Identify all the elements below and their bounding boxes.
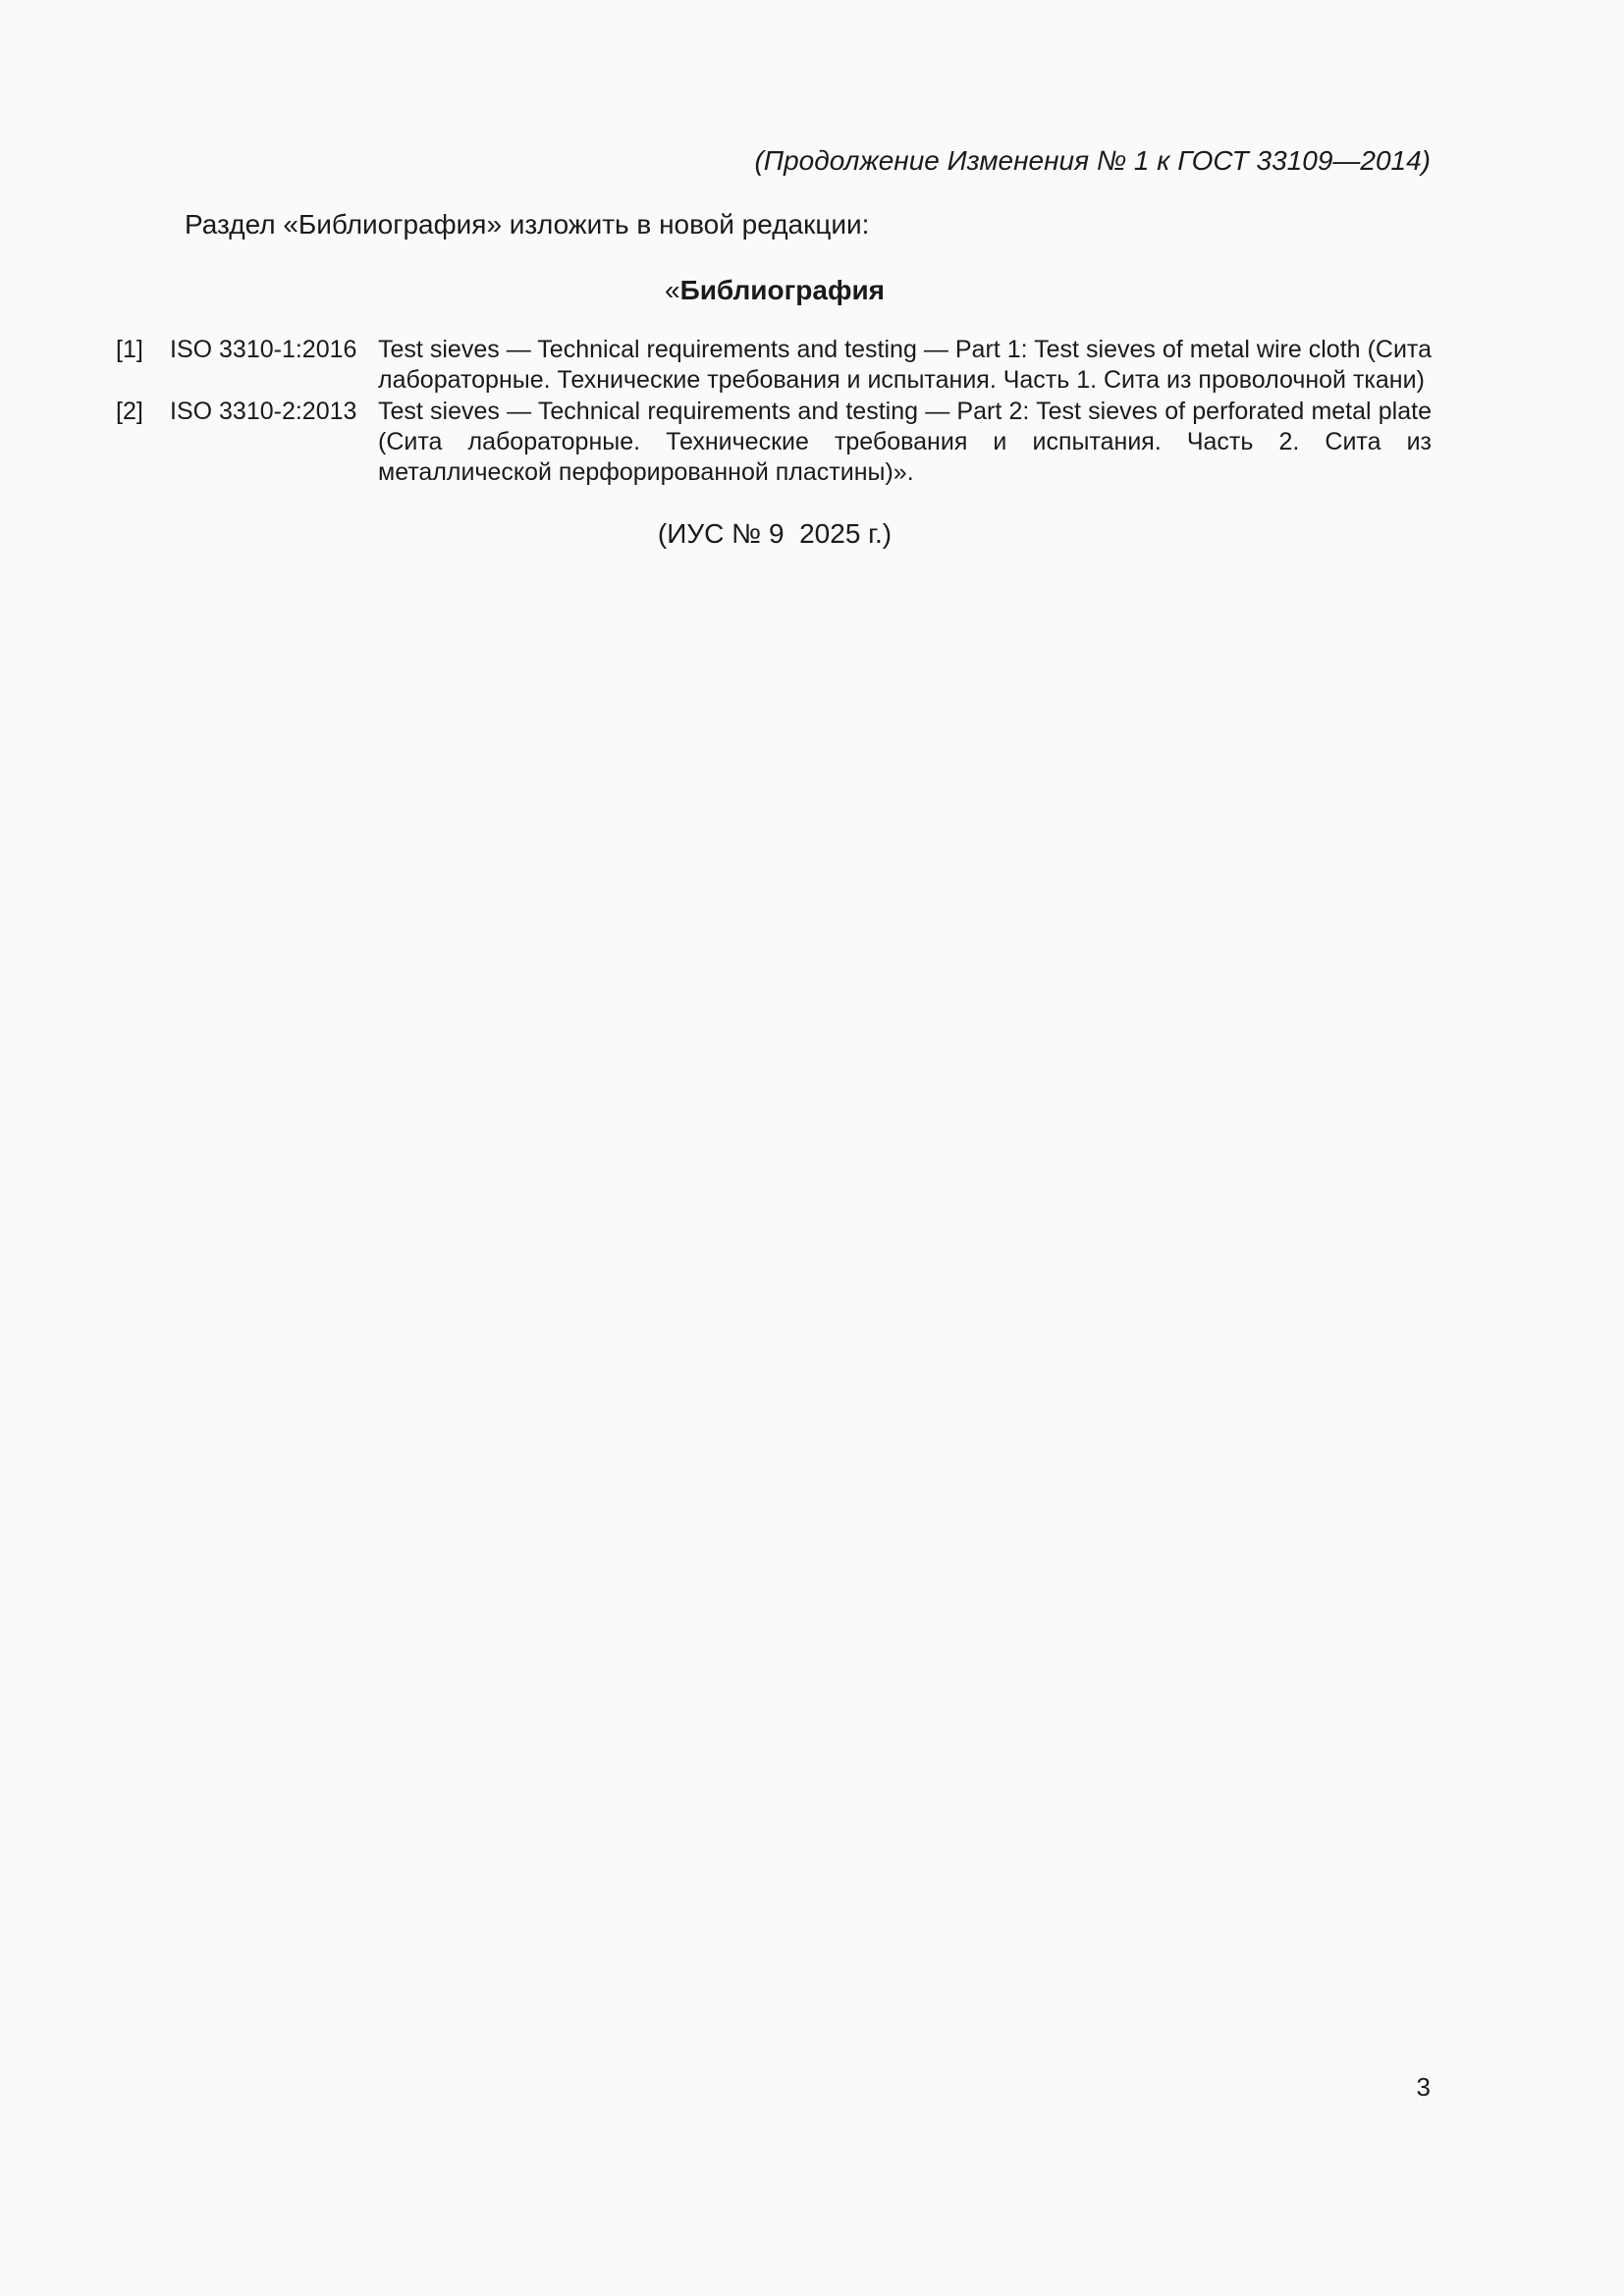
intro-paragraph: Раздел «Библиография» изложить в новой редакции:	[185, 209, 870, 240]
bibliography-list	[116, 335, 1432, 489]
entry-standard-code: ISO 3310-1:2016	[170, 336, 357, 363]
bibliography-heading	[0, 275, 1549, 306]
entry-description: Test sieves — Technical requirements and testing — Part 1: Test sieves of metal wire cloth (Сита лабораторные. Технические требования и испытания. Часть 1. Сита из проволочной ткани)	[378, 336, 1432, 394]
bibliography-entry	[116, 397, 1432, 488]
bibliography-title: Библиография	[679, 275, 885, 305]
entry-description: Test sieves — Technical requirements and testing — Part 2: Test sieves of perforated metal plate (Сита лабораторные. Технические требования и испытания. Часть 2. Сита из металлической перфорированной пластины)».	[378, 398, 1432, 486]
entry-number: [1]	[116, 336, 143, 363]
ius-reference: (ИУС № 9 2025 г.)	[657, 518, 893, 549]
page-number: 3	[1416, 2072, 1431, 2102]
entry-number: [2]	[116, 398, 143, 425]
entry-standard-code: ISO 3310-2:2013	[170, 398, 357, 425]
bibliography-open-quote: «	[664, 275, 680, 305]
continuation-note: (Продолжение Изменения № 1 к ГОСТ 33109—2014)	[754, 145, 1431, 176]
bibliography-entry	[116, 335, 1432, 396]
